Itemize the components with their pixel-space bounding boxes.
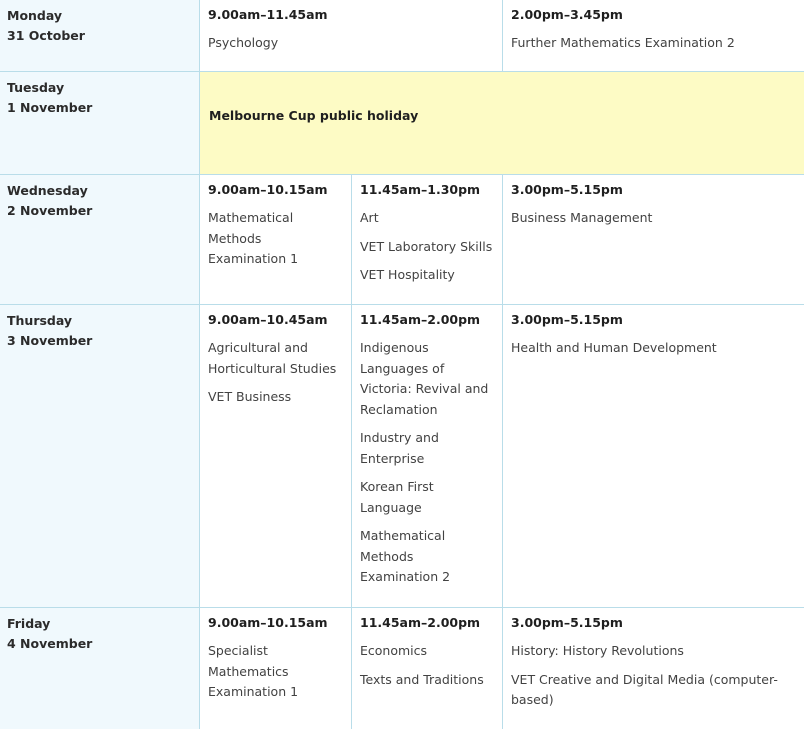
slot-time: 3.00pm–5.15pm bbox=[511, 182, 623, 197]
day-cell-friday bbox=[0, 608, 200, 729]
slot-cell bbox=[503, 0, 804, 72]
slot-cell bbox=[200, 0, 503, 72]
subject-item: VET Hospitality bbox=[360, 267, 455, 282]
subject-item: Economics bbox=[360, 643, 428, 658]
day-date: 31 October bbox=[7, 28, 85, 43]
slot-cell bbox=[200, 305, 352, 608]
slot-time: 3.00pm–5.15pm bbox=[511, 615, 623, 630]
day-name: Thursday bbox=[7, 313, 73, 328]
slot-cell bbox=[503, 305, 804, 608]
slot-cell bbox=[503, 175, 804, 305]
subject-item: VET Laboratory Skills bbox=[360, 238, 493, 254]
subject-item: Psychology bbox=[208, 35, 279, 50]
subject-item: History: History Revolutions bbox=[511, 643, 684, 658]
day-cell-tuesday bbox=[0, 72, 200, 175]
day-cell-monday bbox=[0, 0, 200, 72]
subject-item: VET Business bbox=[208, 389, 292, 404]
subject-item: VET Creative and Digital Media (computer-based) bbox=[511, 671, 778, 707]
slot-time: 9.00am–10.45am bbox=[208, 312, 328, 327]
subject-item: Specialist Mathematics Examination 1 bbox=[208, 643, 299, 699]
slot-cell bbox=[200, 608, 352, 729]
slot-time: 9.00am–11.45am bbox=[208, 7, 328, 22]
slot-time: 11.45am–2.00pm bbox=[360, 615, 481, 630]
subject-item: Business Management bbox=[511, 210, 653, 225]
day-name: Wednesday bbox=[7, 183, 88, 198]
day-name: Monday bbox=[7, 8, 63, 23]
slot-cell bbox=[200, 175, 352, 305]
slot-cell bbox=[352, 305, 503, 608]
holiday-cell bbox=[200, 72, 804, 175]
slot-time: 2.00pm–3.45pm bbox=[511, 7, 623, 22]
subject-item: Health and Human Development bbox=[511, 340, 717, 355]
day-name: Tuesday bbox=[7, 80, 65, 95]
subject-item: Korean First Language bbox=[360, 479, 434, 515]
slot-time: 3.00pm–5.15pm bbox=[511, 312, 623, 327]
subject-item: Mathematical Methods Examination 1 bbox=[208, 210, 299, 266]
slot-cell bbox=[352, 175, 503, 305]
holiday-label: Melbourne Cup public holiday bbox=[209, 108, 419, 123]
day-date: 4 November bbox=[7, 636, 93, 651]
subject-item: Art bbox=[360, 210, 379, 225]
subject-item: Industry and Enterprise bbox=[360, 430, 439, 466]
day-date: 1 November bbox=[7, 100, 93, 115]
subject-item: Agricultural and Horticultural Studies bbox=[208, 340, 337, 376]
slot-cell bbox=[503, 608, 804, 729]
subject-item: Further Mathematics Examination 2 bbox=[511, 35, 735, 50]
day-name: Friday bbox=[7, 616, 51, 631]
slot-time: 9.00am–10.15am bbox=[208, 182, 328, 197]
day-date: 2 November bbox=[7, 203, 93, 218]
slot-time: 11.45am–1.30pm bbox=[360, 182, 481, 197]
day-date: 3 November bbox=[7, 333, 93, 348]
subject-item: Mathematical Methods Examination 2 bbox=[360, 528, 451, 584]
day-cell-wednesday bbox=[0, 175, 200, 305]
slot-cell bbox=[352, 608, 503, 729]
subject-item: Texts and Traditions bbox=[360, 671, 484, 687]
day-cell-thursday bbox=[0, 305, 200, 608]
subject-item: Indigenous Languages of Victoria: Revival and Reclamation bbox=[360, 340, 489, 417]
slot-time: 11.45am–2.00pm bbox=[360, 312, 481, 327]
slot-time: 9.00am–10.15am bbox=[208, 615, 328, 630]
